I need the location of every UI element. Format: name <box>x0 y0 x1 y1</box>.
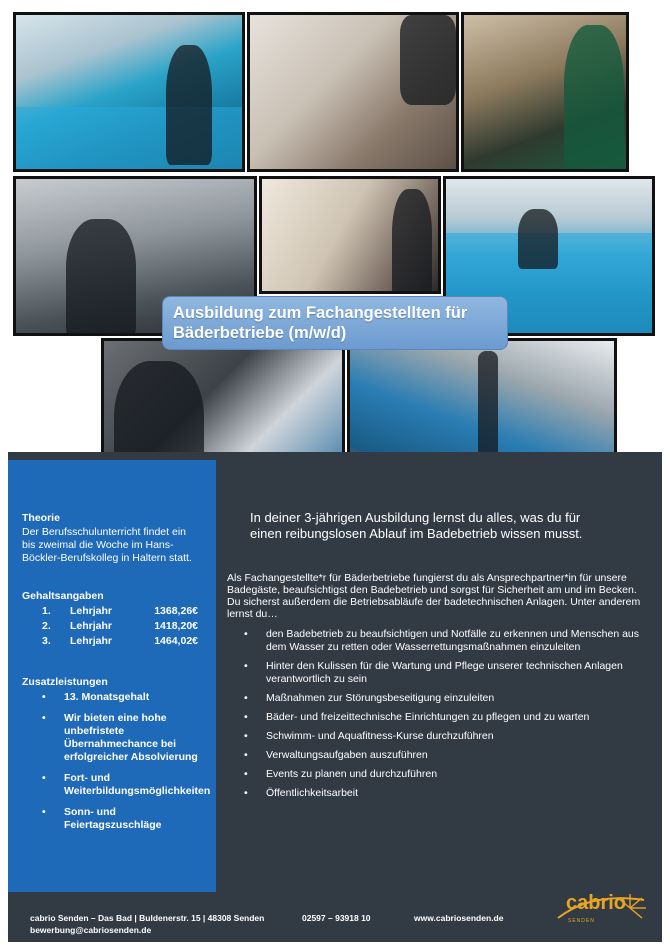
photo-technical-maintenance <box>461 12 629 172</box>
list-item: • Fort- und Weiterbildungsmöglichkeiten <box>22 772 212 798</box>
description-text: Als Fachangestellte*r für Bäderbetriebe fungierst du als Ansprechpartner*in für unsere Badegäste, beaufsichtigst den Badebetrieb und sorgst für Sicherheit am und im Becken. Du sicherst außerdem die Betriebsabläufe der badetechnischen Anlagen. Unter anderem lernst du… <box>227 572 641 620</box>
section-gehalt <box>22 590 212 648</box>
photo-pool-supervision <box>13 12 245 172</box>
footer-phone[interactable]: 02597 – 93918 10 <box>302 913 371 923</box>
list-item: • Bäder- und freizeittechnische Einrichtungen zu pflegen und zu warten <box>232 711 647 724</box>
photo-water-testing <box>247 12 459 172</box>
list-item: • Schwimm- und Aquafitness-Kurse durchzuführen <box>232 730 647 743</box>
photo-control-panel <box>259 176 441 294</box>
logo-subtitle: SENDEN <box>568 918 595 924</box>
logo-wordmark: cabrio <box>566 892 627 914</box>
list-item: • den Badebetrieb zu beaufsichtigen und Notfälle zu erkennen und Menschen aus dem Wasser zu retten oder Wasserrettungsmaßnahmen einzuleiten <box>232 628 647 654</box>
zusatz-heading: Zusatzleistungen <box>22 676 108 688</box>
salary-amount: 1464,02€ <box>154 635 198 647</box>
list-item: • Verwaltungsaufgaben auszuführen <box>232 749 647 762</box>
list-item: • Hinter den Kulissen für die Wartung und Pflege unserer technischen Anlagen verantwortlich zu sein <box>232 660 647 686</box>
footer-address: cabrio Senden – Das Bad | Buldenerstr. 15 | 48308 Senden <box>30 913 265 923</box>
list-item: • Sonn- und Feiertagszuschläge <box>22 806 212 832</box>
salary-year-label: Lehrjahr <box>70 620 113 632</box>
salary-year-number: 1. <box>42 605 51 617</box>
salary-row <box>22 605 212 618</box>
task-list <box>232 628 647 806</box>
list-item: • Maßnahmen zur Störungsbeseitigung einzuleiten <box>232 692 647 705</box>
salary-amount: 1368,26€ <box>154 605 198 617</box>
salary-row <box>22 620 212 633</box>
salary-year-number: 2. <box>42 620 51 632</box>
section-theorie <box>22 512 202 565</box>
intro-text: In deiner 3-jährigen Ausbildung lernst du alles, was du für einen reibungslosen Ablauf im Badebetrieb wissen musst. <box>250 510 583 541</box>
section-zusatzleistungen <box>22 676 212 840</box>
gehalt-heading: Gehaltsangaben <box>22 590 104 602</box>
footer-website[interactable]: www.cabriosenden.de <box>414 913 504 923</box>
footer-email[interactable]: bewerbung@cabriosenden.de <box>30 925 152 935</box>
cabrio-logo <box>552 888 652 932</box>
list-item: • Wir bieten eine hohe unbefristete Übernahmechance bei erfolgreicher Absolvierung <box>22 712 212 764</box>
theorie-heading: Theorie <box>22 512 60 524</box>
zusatz-list <box>22 691 212 832</box>
salary-amount: 1418,20€ <box>154 620 198 632</box>
salary-year-label: Lehrjahr <box>70 635 113 647</box>
salary-row <box>22 635 212 648</box>
page-title: Ausbildung zum Fachangestellten für Bäderbetriebe (m/w/d) <box>162 296 508 350</box>
list-item: • Öffentlichkeitsarbeit <box>232 787 647 800</box>
salary-year-label: Lehrjahr <box>70 605 113 617</box>
list-item: • 13. Monatsgehalt <box>22 691 212 704</box>
footer <box>30 912 503 936</box>
list-item: • Events zu planen und durchzuführen <box>232 768 647 781</box>
salary-year-number: 3. <box>42 635 51 647</box>
theorie-text: Der Berufsschulunterricht findet ein bis zweimal die Woche im Hans-Böckler-Berufskolleg in Haltern statt. <box>22 526 192 564</box>
